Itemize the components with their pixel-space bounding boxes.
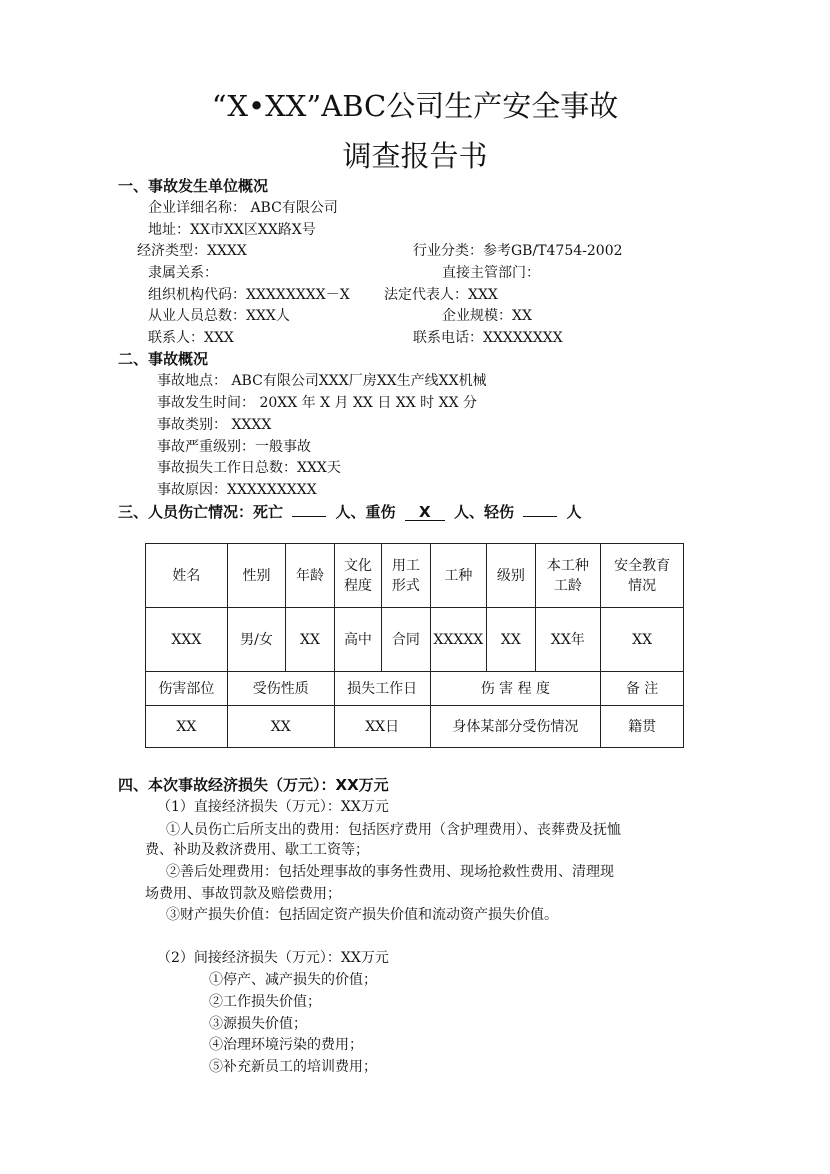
section1-heading: 一、事故发生单位概况 (118, 177, 269, 195)
report-title-line1: “X•XX”ABC公司生产安全事故 (211, 89, 619, 123)
header-cell: 受伤性质 (227, 672, 334, 706)
table-cell: XX (286, 608, 334, 672)
direct-loss: （1）直接经济损失（万元）：XX万元 (157, 799, 389, 815)
table-row (146, 608, 684, 672)
serious-injury-count: X (405, 504, 445, 521)
company-name: 企业详细名称： ABC有限公司 (148, 200, 338, 216)
direct-loss-item1-line2: 费、补助及救济费用、歇工工资等； (145, 842, 369, 858)
contact-phone: 联系电话：XXXXXXXX (413, 330, 563, 346)
contact-person: 联系人：XXX (148, 330, 234, 346)
section2-heading: 二、事故概况 (118, 350, 209, 368)
table-cell: 籍贯 (601, 706, 684, 748)
accident-cause: 事故原因：XXXXXXXXX (157, 482, 317, 498)
staff-total: 从业人员总数：XXX人 (148, 308, 290, 324)
casualty-prefix: 三、人员伤亡情况：死亡 (118, 503, 284, 521)
indirect-loss-item4: ④治理环境污染的费用； (209, 1037, 363, 1053)
accident-category: 事故类别： XXXX (157, 417, 272, 433)
header-cell: 伤害部位 (146, 672, 228, 706)
header-cell: 本工种工龄 (535, 544, 601, 608)
accident-severity: 事故严重级别：一般事故 (157, 439, 311, 455)
industry-classification: 行业分类：参考GB/T4754-2002 (413, 243, 623, 259)
organization-code: 组织机构代码：XXXXXXXX－X (148, 287, 350, 303)
header-cell: 伤 害 程 度 (430, 672, 601, 706)
table-cell: XXXXX (430, 608, 487, 672)
accident-place: 事故地点： ABC有限公司XXX厂房XX生产线XX机械 (157, 373, 487, 389)
header-cell: 安全教育情况 (601, 544, 684, 608)
casualty-mid2: 人、轻伤 (453, 503, 514, 521)
direct-loss-item3: ③财产损失价值：包括固定资产损失价值和流动资产损失价值。 (166, 907, 558, 923)
company-address: 地址：XX市XX区XX路X号 (148, 222, 316, 238)
economic-type: 经济类型：XXXX (137, 243, 247, 259)
casualty-mid1: 人、重伤 (335, 503, 396, 521)
death-count (292, 516, 326, 517)
affiliation: 隶属关系： (148, 265, 218, 281)
table-cell: 男/女 (227, 608, 286, 672)
header-cell: 年龄 (286, 544, 334, 608)
table-cell: XX年 (535, 608, 601, 672)
header-cell: 性别 (227, 544, 286, 608)
table-cell: XX日 (334, 706, 430, 748)
minor-injury-count (523, 516, 557, 517)
table-cell: XX (227, 706, 334, 748)
table-cell: 合同 (382, 608, 430, 672)
direct-loss-item2-line2: 场费用、事故罚款及赔偿费用； (145, 886, 341, 902)
table-row (146, 706, 684, 748)
legal-representative: 法定代表人：XXX (384, 287, 498, 303)
header-cell: 级别 (487, 544, 535, 608)
section4-heading: 四、本次事故经济损失（万元）：XX万元 (118, 776, 389, 794)
indirect-loss-item5: ⑤补充新员工的培训费用； (209, 1059, 377, 1075)
table-cell: 身体某部分受伤情况 (430, 706, 601, 748)
table-header-row (146, 544, 684, 608)
indirect-loss-item3: ③源损失价值； (209, 1016, 307, 1032)
direct-loss-item1-line1: ①人员伤亡后所支出的费用：包括医疗费用（含护理费用）、丧葬费及抚恤 (166, 822, 621, 838)
table-header-row (146, 672, 684, 706)
casualty-suffix: 人 (566, 503, 582, 521)
casualty-table (145, 543, 684, 748)
header-cell: 备 注 (601, 672, 684, 706)
direct-loss-item2-line1: ②善后处理费用：包括处理事故的事务性费用、现场抢救性费用、清理现 (166, 864, 614, 880)
table-cell: XX (146, 706, 228, 748)
accident-time: 事故发生时间： 20XX 年 X 月 XX 日 XX 时 XX 分 (157, 395, 478, 411)
header-cell: 文化程度 (334, 544, 381, 608)
indirect-loss-item1: ①停产、减产损失的价值； (209, 972, 377, 988)
indirect-loss-item2: ②工作损失价值； (209, 994, 321, 1010)
table-cell: 高中 (334, 608, 381, 672)
header-cell: 姓名 (146, 544, 228, 608)
table-cell: XXX (146, 608, 228, 672)
report-title-line2: 调查报告书 (342, 139, 488, 173)
lost-work-days: 事故损失工作日总数：XXX天 (157, 460, 341, 476)
header-cell: 用工形式 (382, 544, 430, 608)
table-cell: XX (487, 608, 535, 672)
section3-heading (118, 502, 581, 522)
table-cell: XX (601, 608, 684, 672)
supervising-department: 直接主管部门： (442, 265, 540, 281)
header-cell: 损失工作日 (334, 672, 430, 706)
company-scale: 企业规模：XX (442, 308, 532, 324)
indirect-loss: （2）间接经济损失（万元）：XX万元 (157, 950, 389, 966)
header-cell: 工种 (430, 544, 487, 608)
